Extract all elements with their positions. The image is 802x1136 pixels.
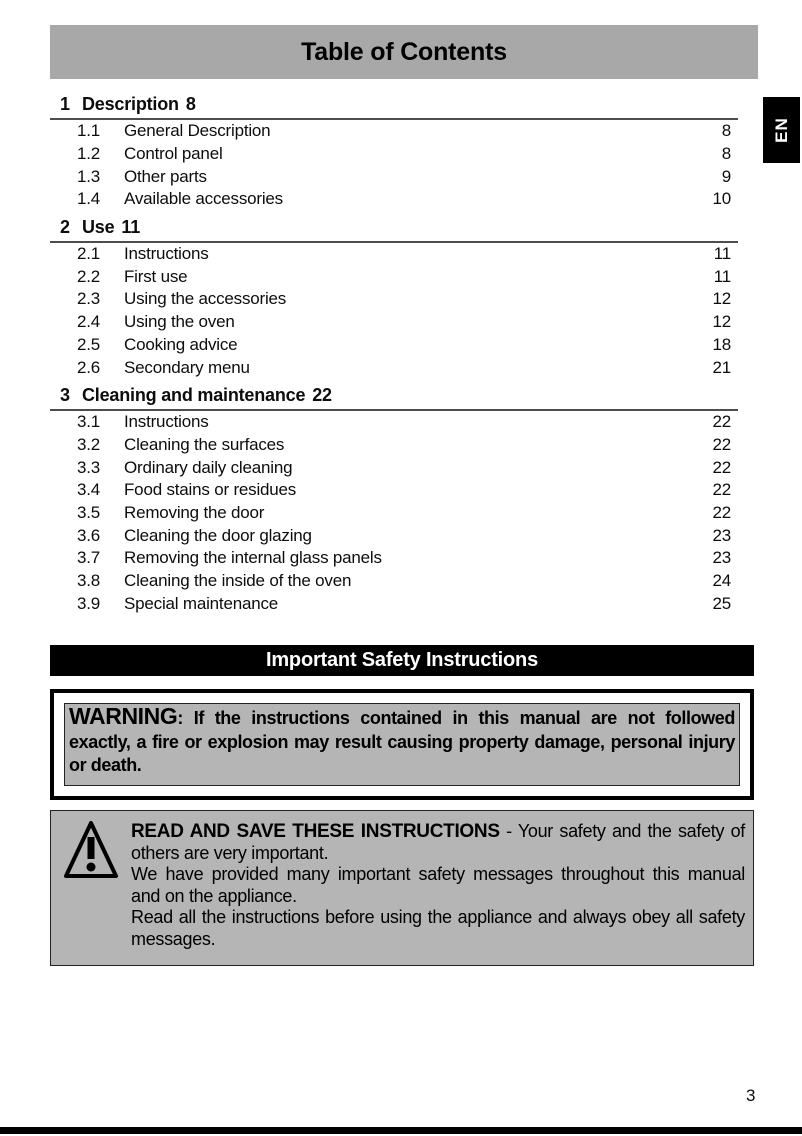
- toc-entry: [50, 502, 738, 525]
- entry-label: Secondary menu: [124, 357, 250, 377]
- entry-page: 24: [712, 571, 731, 591]
- entry-label: Removing the internal glass panels: [124, 548, 382, 568]
- entry-page: 22: [712, 502, 731, 522]
- banner-title: Important Safety Instructions: [265, 649, 538, 671]
- entry-label: Ordinary daily cleaning: [124, 457, 293, 477]
- table-of-contents: [50, 92, 738, 615]
- section-title: Cleaning and maintenance: [82, 384, 306, 405]
- entry-number: 3.2: [77, 434, 101, 454]
- entry-label: Instructions: [124, 412, 209, 432]
- bottom-bar: [0, 1127, 802, 1134]
- entry-page: 9: [721, 166, 731, 186]
- warning-text: : If the instructions contained in this manual are not followed exactly, a fire or explosion may result causing property damage, personal injury or death.: [69, 708, 735, 775]
- toc-entry: [50, 311, 738, 334]
- entry-number: 2.3: [77, 289, 101, 309]
- entry-number: 1.4: [77, 189, 101, 209]
- entry-label: Control panel: [124, 144, 223, 164]
- entry-page: 22: [712, 457, 731, 477]
- entry-number: 3.4: [77, 480, 101, 500]
- entry-number: 1.2: [77, 144, 101, 164]
- toc-entry: [50, 243, 738, 266]
- entry-label: Cleaning the door glazing: [124, 525, 312, 545]
- language-tab-label: EN: [771, 117, 791, 143]
- section-page: 11: [121, 216, 141, 237]
- entry-label: Special maintenance: [124, 593, 279, 613]
- entry-number: 2.1: [77, 244, 101, 264]
- toc-entry: [50, 143, 738, 166]
- toc-entry: [50, 265, 738, 288]
- language-tab: [763, 97, 800, 163]
- entry-page: 23: [712, 525, 731, 545]
- toc-section-use: [50, 215, 738, 379]
- read-save-paragraph-1: [131, 821, 745, 864]
- page-title: Table of Contents: [301, 37, 507, 66]
- entry-page: 12: [712, 312, 731, 332]
- toc-entry: [50, 165, 738, 188]
- entry-label: Cleaning the inside of the oven: [124, 571, 352, 591]
- entry-label: General Description: [124, 121, 271, 141]
- entry-number: 1.3: [77, 166, 101, 186]
- warning-framed-box: [50, 689, 754, 800]
- entry-page: 11: [713, 244, 731, 264]
- safety-instructions-banner: [50, 645, 754, 676]
- section-title: Description: [82, 94, 179, 114]
- entry-number: 1.1: [77, 121, 101, 141]
- page-header-bar: [50, 25, 758, 79]
- entry-number: 3.1: [77, 412, 101, 432]
- warning-text-box: [64, 703, 740, 786]
- entry-page: 22: [712, 434, 731, 454]
- warning-label: WARNING: [69, 703, 178, 729]
- toc-section-heading: [50, 383, 738, 411]
- entry-number: 3.3: [77, 457, 101, 477]
- read-save-intro: - Your safety and the safety of others are very important.: [131, 821, 745, 863]
- toc-section-heading: [50, 92, 738, 120]
- entry-label: Other parts: [124, 166, 207, 186]
- section-number: 2: [60, 216, 70, 237]
- entry-number: 3.6: [77, 525, 101, 545]
- entry-number: 3.8: [77, 571, 101, 591]
- read-save-instructions-box: [50, 810, 754, 966]
- entry-number: 3.5: [77, 502, 101, 522]
- section-page: 22: [312, 384, 332, 405]
- toc-entry: [50, 547, 738, 570]
- entry-page: 10: [712, 189, 731, 209]
- toc-entry: [50, 411, 738, 434]
- toc-entry: [50, 524, 738, 547]
- toc-entry: [50, 356, 738, 379]
- entry-page: 8: [721, 144, 731, 164]
- read-save-paragraph-3: Read all the instructions before using the appliance and always obey all safety messages.: [131, 907, 745, 949]
- toc-entry: [50, 334, 738, 357]
- entry-number: 2.4: [77, 312, 101, 332]
- section-number: 1: [60, 94, 70, 114]
- toc-entry: [50, 456, 738, 479]
- page-number: 3: [746, 1086, 756, 1105]
- toc-section-cleaning: [50, 383, 738, 615]
- entry-label: Using the accessories: [124, 289, 287, 309]
- entry-page: 25: [712, 593, 731, 613]
- entry-page: 22: [712, 480, 731, 500]
- toc-entry: [50, 288, 738, 311]
- toc-entry: [50, 188, 738, 211]
- entry-page: 22: [712, 412, 731, 432]
- read-save-text: [131, 821, 745, 951]
- entry-number: 2.6: [77, 357, 101, 377]
- section-page: 8: [185, 94, 196, 114]
- entry-number: 2.2: [77, 266, 101, 286]
- entry-page: 12: [712, 289, 731, 309]
- toc-entry: [50, 570, 738, 593]
- section-title: Use: [82, 216, 115, 237]
- entry-page: 21: [712, 357, 731, 377]
- read-save-paragraph-2: We have provided many important safety messages throughout this manual and on the appliance.: [131, 864, 745, 906]
- entry-label: Cooking advice: [124, 334, 238, 354]
- entry-number: 3.7: [77, 548, 101, 568]
- toc-entry: [50, 434, 738, 457]
- entry-page: 8: [721, 121, 731, 141]
- entry-page: 18: [712, 334, 731, 354]
- toc-entry: [50, 592, 738, 615]
- entry-page: 11: [713, 266, 731, 286]
- toc-entry: [50, 120, 738, 143]
- entry-label: Removing the door: [124, 502, 265, 522]
- entry-label: Using the oven: [124, 312, 235, 332]
- toc-section-heading: [50, 215, 738, 243]
- section-number: 3: [60, 384, 70, 405]
- read-save-heading: READ AND SAVE THESE INSTRUCTIONS: [131, 821, 500, 842]
- warning-triangle-icon: [63, 819, 119, 881]
- entry-number: 3.9: [77, 593, 101, 613]
- entry-label: First use: [124, 266, 188, 286]
- entry-label: Instructions: [124, 244, 209, 264]
- entry-label: Available accessories: [124, 189, 283, 209]
- entry-label: Cleaning the surfaces: [124, 434, 285, 454]
- entry-number: 2.5: [77, 334, 101, 354]
- toc-section-description: [50, 92, 738, 211]
- toc-entry: [50, 479, 738, 502]
- entry-label: Food stains or residues: [124, 480, 297, 500]
- entry-page: 23: [712, 548, 731, 568]
